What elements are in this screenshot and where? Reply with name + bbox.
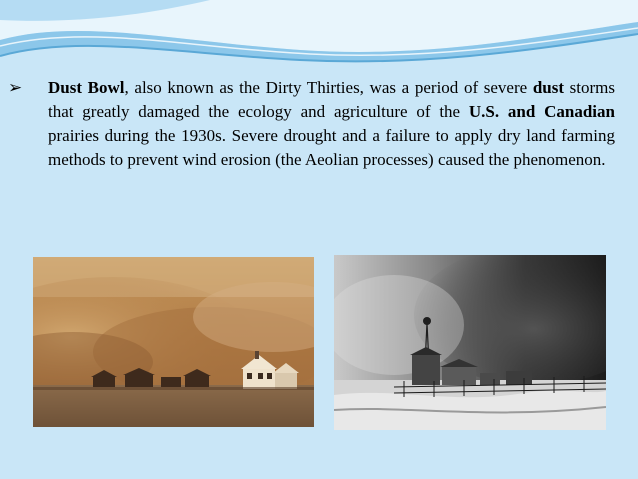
header-wave-decoration (0, 0, 638, 80)
bullet-arrow-icon: ➢ (8, 78, 23, 98)
bullet-item (8, 76, 620, 172)
term-dust-bowl: Dust Bowl (48, 78, 125, 97)
dust-storm-windmill-photo (334, 255, 606, 430)
term-dust: dust (532, 78, 564, 97)
paragraph-text-2: storms that greatly damaged the ecology and agriculture of the (48, 78, 615, 121)
paragraph-text-3: prairies during the 1930s. Severe drought and a failure to apply dry land farming methods to prevent wind erosion (the Aeolian processes) caused the phenomenon. (48, 126, 615, 169)
paragraph-text-1: , also known as the Dirty Thirties, was a period of severe (124, 78, 533, 97)
bullet-paragraph (48, 76, 615, 172)
term-us-canadian: U.S. and Canadian (468, 102, 615, 121)
dust-storm-farm-photo (33, 257, 314, 427)
